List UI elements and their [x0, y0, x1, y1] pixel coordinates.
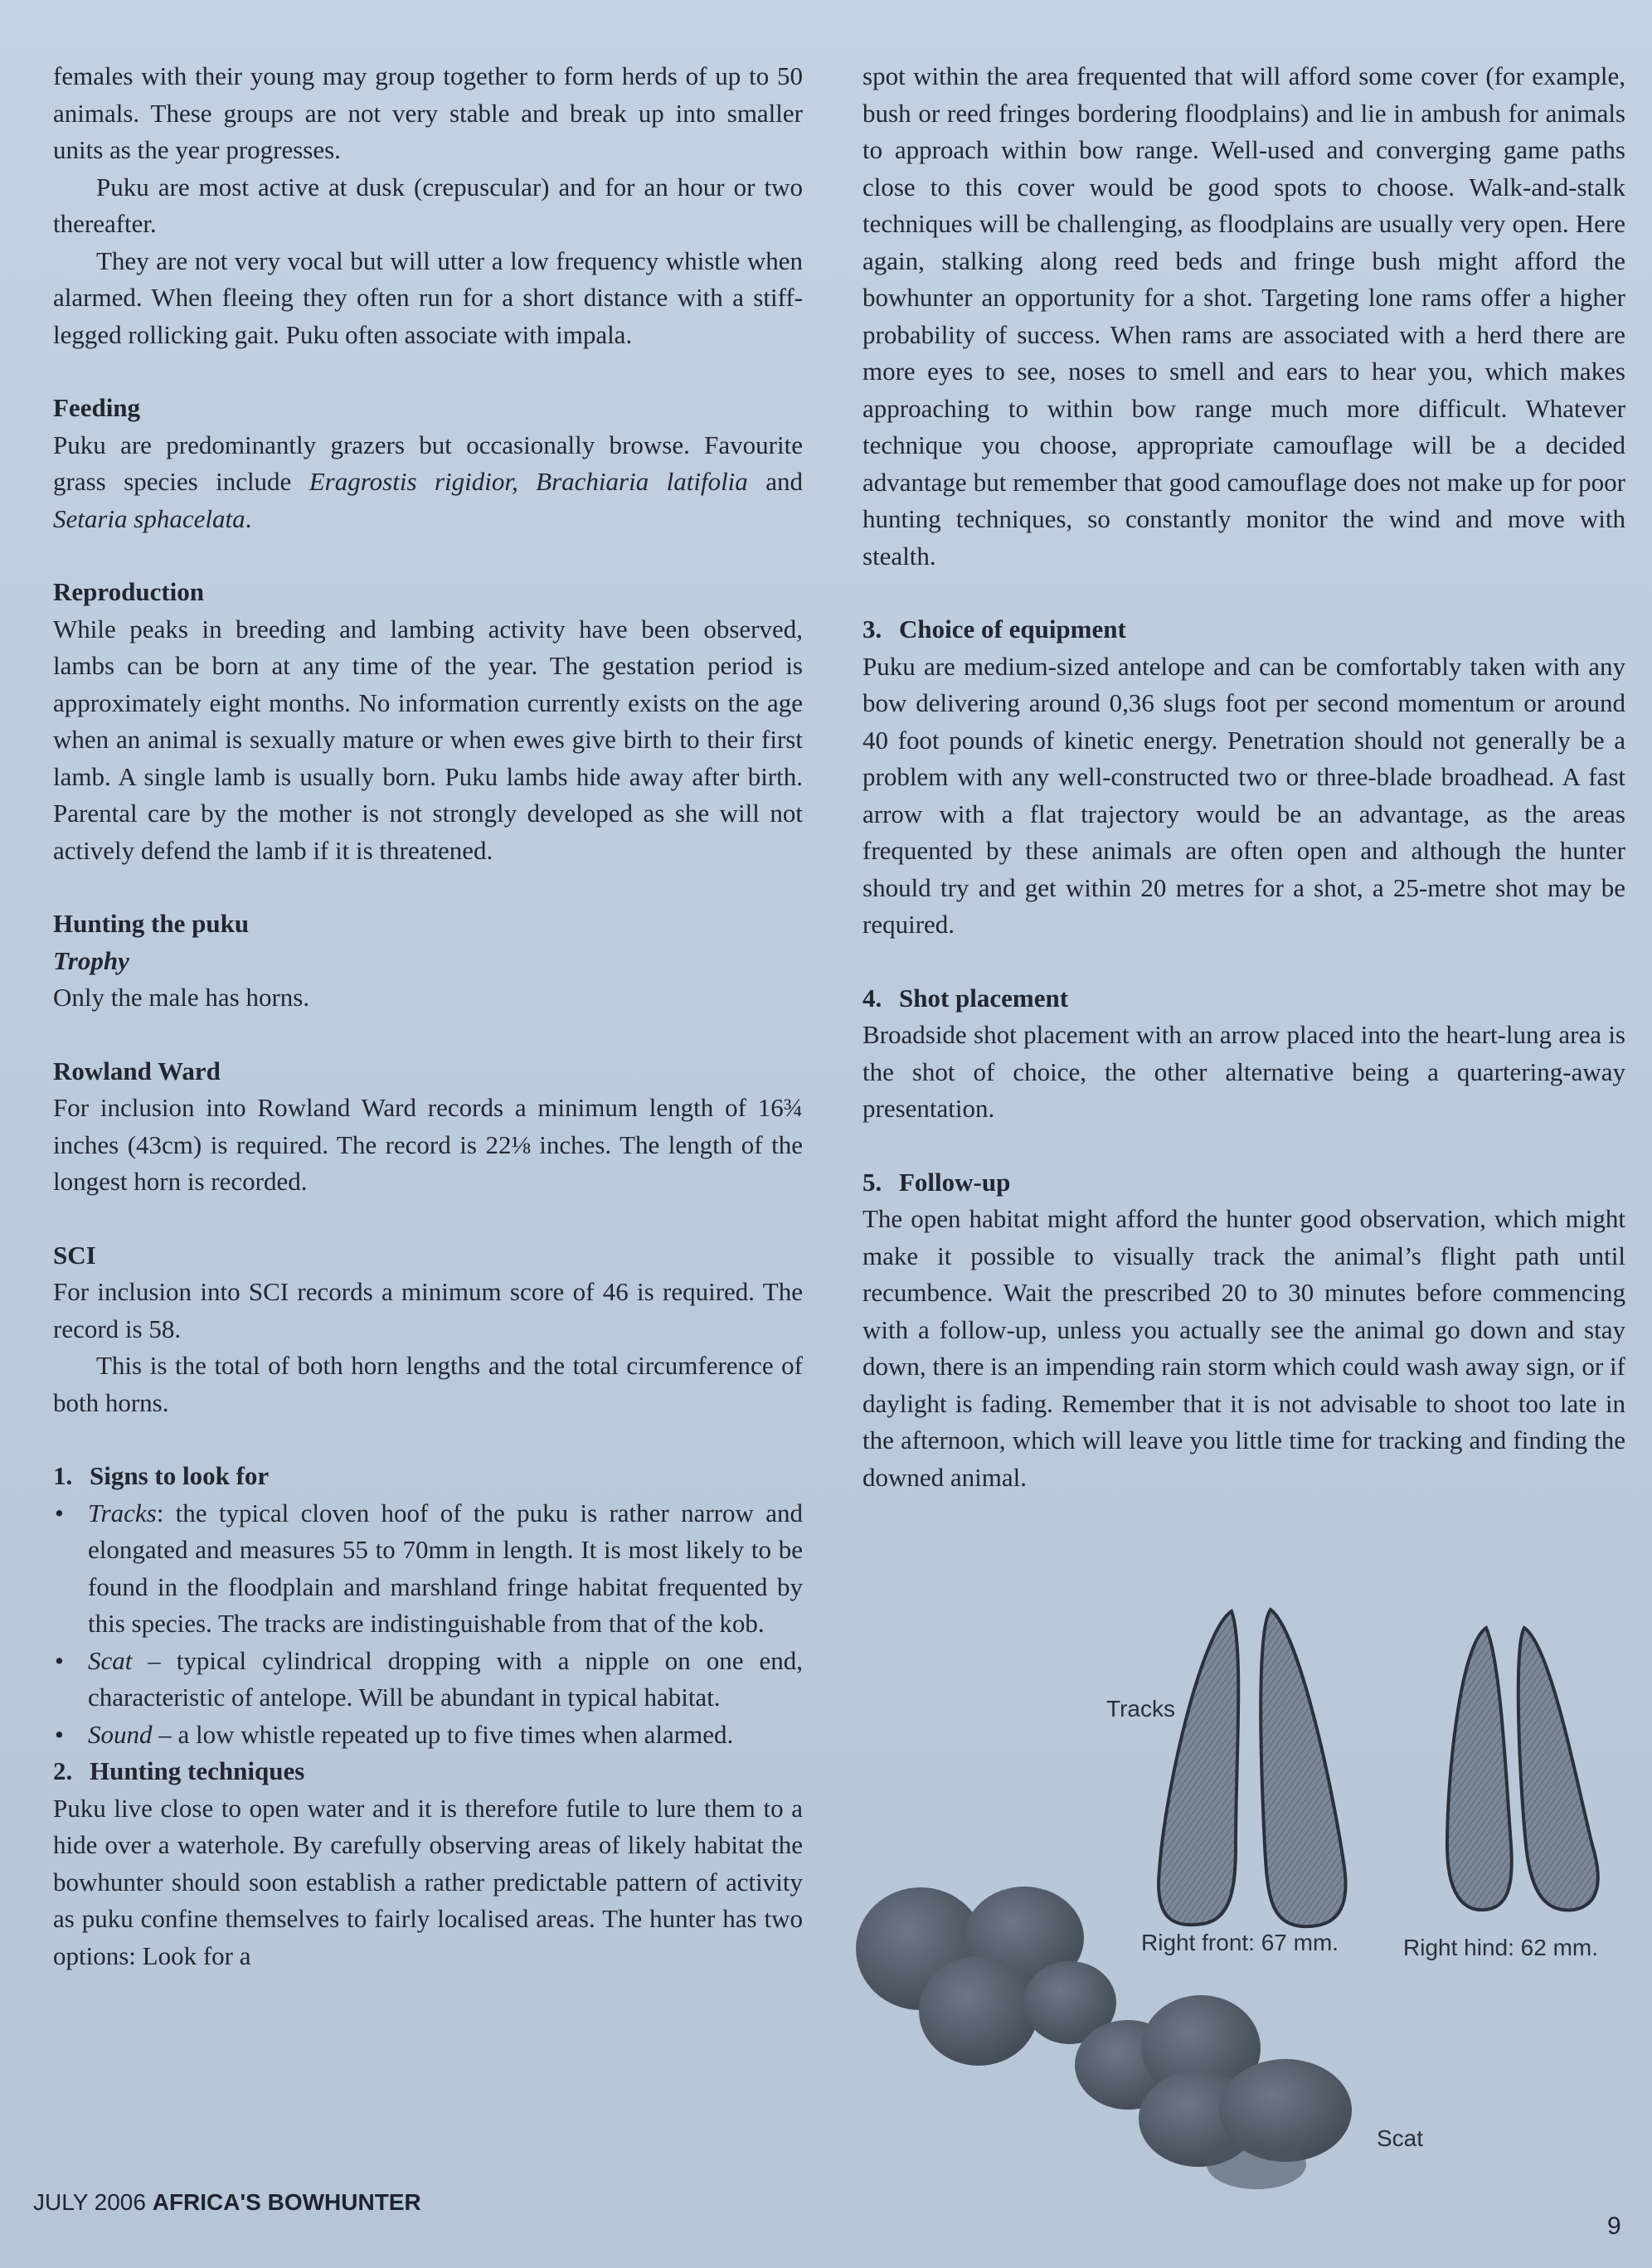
tracks-scat-illustration	[846, 1596, 1634, 2193]
reproduction-paragraph: While peaks in breeding and lambing activity have been observed, lambs can be born at any time of the year. The gestation period is approximately eight months. No information currently exists on the age when an animal is sexually mature or when ewes give birth to their first lamb. A single lamb is usually born. Puku lambs hide away after birth. Parental care by the mother is not strongly developed as she will not actively defend the lamb if it is threatened.	[53, 614, 803, 865]
vocal-paragraph: They are not very vocal but will utter a low frequency whistle when alarmed. When fleeing they often run for a short distance with a stiff-legged rollicking gait. Puku often associate with impala.	[53, 245, 803, 349]
tracks-and-scat-figure	[846, 1596, 1634, 2193]
rowland-ward-heading: Rowland Ward	[53, 1056, 221, 1085]
scat-label: Scat	[1377, 2125, 1424, 2151]
trophy-heading: Trophy	[53, 945, 129, 975]
techniques-paragraph: Puku live close to open water and it is therefore futile to lure them to a hide over a waterhole. By carefully observing areas of likely habitat the bowhunter should soon establish a rather predictable pattern of activity as puku confine themselves to fairly localised areas. The hunter has two options: Look for a	[53, 1793, 803, 1970]
left-column	[53, 58, 803, 1974]
right-column	[862, 58, 1625, 1496]
activity-paragraph: Puku are most active at dusk (crepuscular) and for an hour or two thereafter.	[53, 172, 803, 238]
rowland-ward-paragraph: For inclusion into Rowland Ward records a minimum length of 16¾ inches (43cm) is required. The record is 22⅛ inches. The length of the longest horn is recorded.	[53, 1093, 803, 1196]
list-item: • Sound – a low whistle repeated up to five times when alarmed.	[53, 1717, 803, 1754]
hind-track-label: Right hind: 62 mm.	[1403, 1935, 1598, 1960]
shot-placement-paragraph: Broadside shot placement with an arrow placed into the heart-lung area is the shot of choice, the other alternative being a quartering-away presentation.	[862, 1020, 1625, 1123]
shot-placement-heading: 4. Shot placement	[862, 983, 1069, 1013]
trophy-paragraph: Only the male has horns.	[53, 983, 310, 1012]
intro-paragraph: females with their young may group together to form herds of up to 50 animals. These groups are not very stable and break up into smaller units as the year progresses.	[53, 61, 803, 164]
follow-up-heading: 5. Follow-up	[862, 1167, 1011, 1197]
sci-heading: SCI	[53, 1240, 96, 1270]
equipment-paragraph: Puku are medium-sized antelope and can be comfortably taken with any bow delivering around 0,36 slugs foot per second momentum or around 40 foot pounds of kinetic energy. Penetration should not generally be a problem with any well-constructed two or three-blade broadhead. A fast arrow with a flat trajectory would be an advantage, as the areas frequented by these animals are often open and although the hunter should try and get within 20 metres for a shot, a 25-metre shot may be required.	[862, 651, 1625, 939]
front-track-label: Right front: 67 mm.	[1141, 1930, 1339, 1955]
signs-heading: 1. Signs to look for	[53, 1461, 270, 1490]
front-track-icon	[1159, 1610, 1345, 1926]
magazine-name: AFRICA'S BOWHUNTER	[152, 2189, 421, 2215]
signs-list	[53, 1495, 803, 1754]
feeding-paragraph: Puku are predominantly grazers but occasionally browse. Favourite grass species include Eragrostis rigidior, Brachiaria latifolia and Setaria sphacelata.	[53, 430, 803, 533]
hind-track-icon	[1447, 1628, 1598, 1910]
list-item: • Scat – typical cylindrical dropping with a nipple on one end, characteristic of antelope. Will be abundant in typical habitat.	[53, 1643, 803, 1717]
feeding-heading: Feeding	[53, 393, 141, 422]
sci-paragraph: For inclusion into SCI records a minimum score of 46 is required. The record is 58.	[53, 1277, 803, 1343]
page-number: 9	[1607, 2212, 1621, 2240]
footer	[33, 2189, 421, 2216]
list-item: • Tracks: the typical cloven hoof of the puku is rather narrow and elongated and measures 55 to 70mm in length. It is most likely to be found in the floodplain and marshland fringe habitat frequented by this species. The tracks are indistinguishable from that of the kob.	[53, 1495, 803, 1643]
hunting-heading: Hunting the puku	[53, 909, 250, 938]
reproduction-heading: Reproduction	[53, 577, 205, 606]
equipment-heading: 3. Choice of equipment	[862, 614, 1126, 643]
techniques-heading: 2. Hunting techniques	[53, 1756, 305, 1785]
sci-paragraph-2: This is the total of both horn lengths and the total circumference of both horns.	[53, 1351, 803, 1417]
issue-date: JULY 2006	[33, 2189, 153, 2215]
follow-up-paragraph: The open habitat might afford the hunter good observation, which might make it possible to visually track the animal’s flight path until recumbence. Wait the prescribed 20 to 30 minutes before commencing with a follow-up, unless you actually see the animal go down and stay down, there is an impending rain storm which could wash away sign, or if daylight is fading. Remember that it is not advisable to shoot too late in the afternoon, which will leave you little time for tracking and finding the downed animal.	[862, 1204, 1625, 1492]
ambush-paragraph: spot within the area frequented that will afford some cover (for example, bush or reed fringes bordering floodplains) and lie in ambush for animals to approach within bow range. Well-used and converging game paths close to this cover would be good spots to choose. Walk-and-stalk techniques will be challenging, as floodplains are usually very open. Here again, stalking along reed beds and fringe bush might afford the bowhunter an opportunity for a shot. Targeting lone rams offer a higher probability of success. When rams are associated with a herd there are more eyes to see, noses to smell and ears to hear you, which makes approaching to within bow range much more difficult. Whatever technique you choose, appropriate camouflage will be a decided advantage but remember that good camouflage does not make up for poor hunting techniques, so constantly monitor the wind and move with stealth.	[862, 61, 1625, 571]
tracks-label: Tracks	[1106, 1696, 1175, 1722]
